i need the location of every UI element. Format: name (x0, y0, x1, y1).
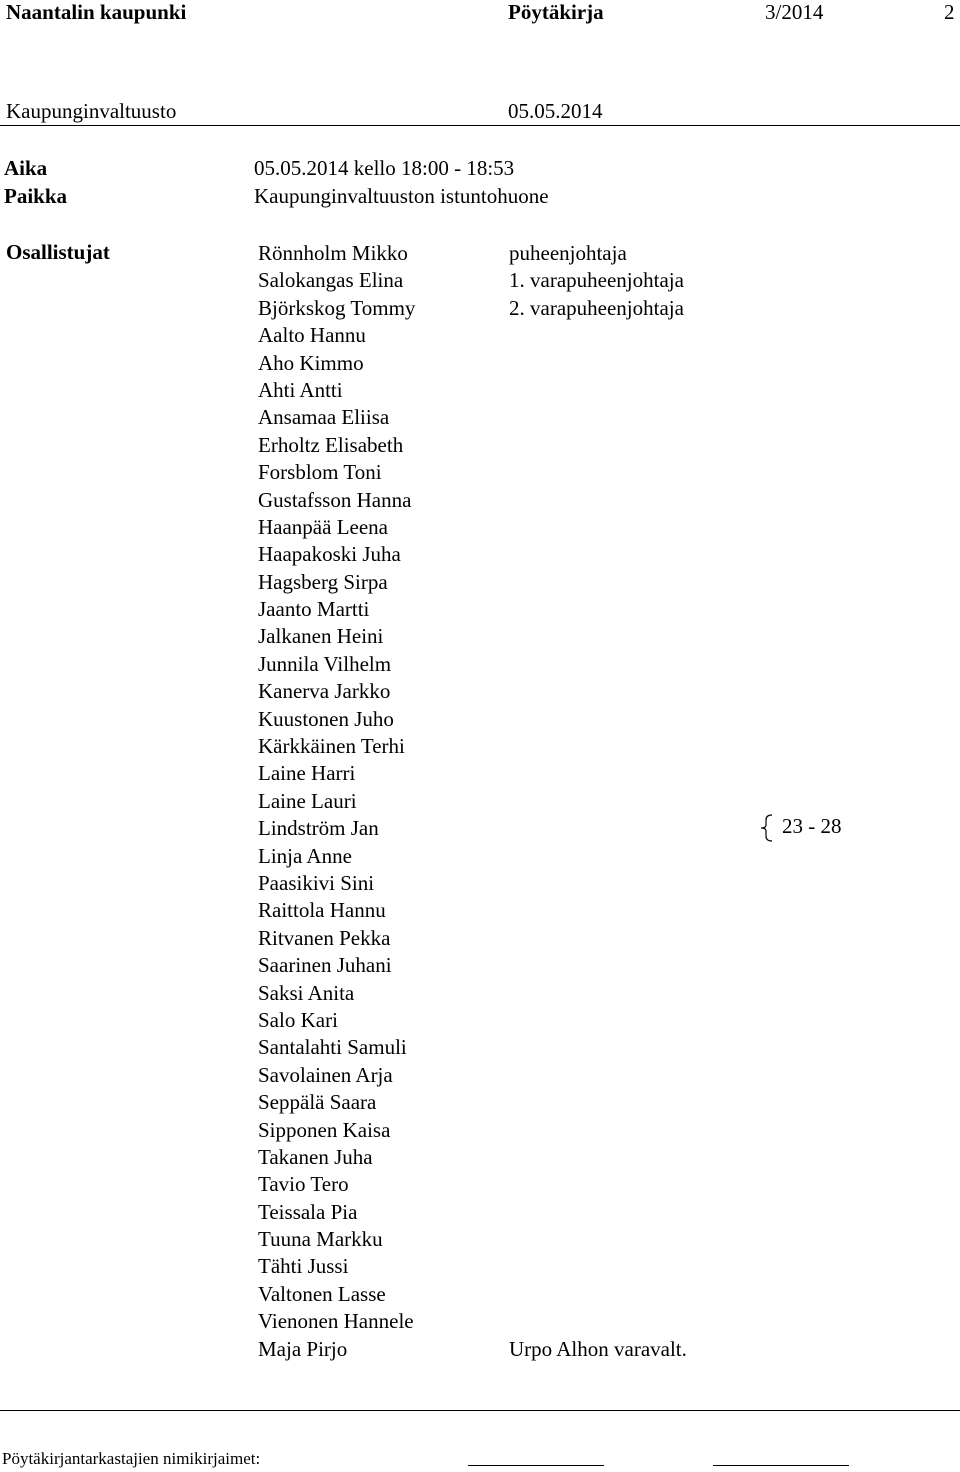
participant-row (258, 1117, 415, 1144)
participant-name: Savolainen Arja (258, 1062, 393, 1087)
participant-row (258, 678, 415, 705)
participant-name: Laine Harri (258, 761, 356, 786)
participant-name: Seppälä Saara (258, 1090, 377, 1115)
participant-row (258, 1007, 415, 1034)
participant-name: Björkskog Tommy (258, 295, 416, 320)
participant-row (258, 267, 684, 294)
participant-row (258, 980, 415, 1007)
participant-name: Salokangas Elina (258, 268, 404, 293)
participant-role: 2. varapuheenjohtaja (509, 295, 684, 320)
document-number: 3/2014 (765, 0, 824, 24)
participant-row (258, 706, 415, 733)
participant-name: Junnila Vilhelm (258, 651, 392, 676)
brace-icon (760, 814, 774, 842)
participant-name: Saksi Anita (258, 980, 355, 1005)
participant-row (258, 487, 415, 514)
participant-name: Vienonen Hannele (258, 1309, 414, 1334)
participant-name: Tuuna Markku (258, 1227, 383, 1252)
participant-name: Saarinen Juhani (258, 953, 392, 978)
participant-name: Erholtz Elisabeth (258, 432, 404, 457)
participant-name: Maja Pirjo (258, 1336, 348, 1361)
participant-row (258, 1062, 415, 1089)
participant-row (258, 1226, 415, 1253)
participant-row (258, 240, 627, 267)
participants-label: Osallistujat (6, 240, 110, 264)
participant-name: Tähti Jussi (258, 1254, 349, 1279)
participant-row (258, 870, 415, 897)
participant-name: Raittola Hannu (258, 898, 386, 923)
participant-name: Ritvanen Pekka (258, 925, 391, 950)
participant-row (258, 377, 415, 404)
participant-row (258, 459, 415, 486)
participant-name: Santalahti Samuli (258, 1035, 407, 1060)
participant-name: Sipponen Kaisa (258, 1117, 391, 1142)
participant-row (258, 1199, 415, 1226)
participant-name: Tavio Tero (258, 1172, 349, 1197)
participant-row (258, 295, 684, 322)
footer-label: Pöytäkirjantarkastajien nimikirjaimet: (2, 1449, 261, 1468)
participant-role: 1. varapuheenjohtaja (509, 268, 684, 293)
participant-row (258, 897, 415, 924)
participant-row (258, 1144, 415, 1171)
participant-row (258, 350, 415, 377)
document-type: Pöytäkirja (508, 0, 604, 24)
participant-name: Salo Kari (258, 1007, 338, 1032)
participant-name: Ansamaa Eliisa (258, 405, 390, 430)
section-range: 23 - 28 (782, 814, 842, 838)
place-label: Paikka (4, 184, 68, 208)
time-label: Aika (4, 156, 48, 180)
footer-divider (0, 1410, 960, 1411)
participant-name: Gustafsson Hanna (258, 487, 412, 512)
participant-row (258, 1034, 415, 1061)
participant-row (258, 760, 415, 787)
participant-row (258, 1308, 415, 1335)
participant-row (258, 952, 415, 979)
meeting-date: 05.05.2014 (508, 99, 603, 123)
participant-name: Valtonen Lasse (258, 1281, 386, 1306)
participant-row (258, 843, 415, 870)
page-number: 2 (944, 0, 955, 24)
participant-name: Takanen Juha (258, 1144, 373, 1169)
participant-row (258, 569, 415, 596)
participant-name: Rönnholm Mikko (258, 241, 408, 265)
participant-row (258, 788, 415, 815)
participant-name: Forsblom Toni (258, 460, 382, 485)
participant-name: Paasikivi Sini (258, 870, 375, 895)
participant-row (258, 1253, 415, 1280)
participant-row (258, 1171, 415, 1198)
participant-name: Jalkanen Heini (258, 624, 384, 649)
participant-row (258, 596, 415, 623)
participant-name: Aho Kimmo (258, 350, 364, 375)
participant-name: Aalto Hannu (258, 323, 366, 348)
signature-line-1 (468, 1465, 604, 1466)
participant-name: Linja Anne (258, 843, 352, 868)
participant-row (258, 815, 415, 842)
time-value: 05.05.2014 kello 18:00 - 18:53 (254, 156, 515, 180)
participant-row (258, 925, 415, 952)
participant-name: Ahti Antti (258, 377, 343, 402)
governing-body: Kaupunginvaltuusto (6, 99, 177, 123)
participant-row (258, 1089, 415, 1116)
header-divider (0, 125, 960, 126)
participant-role: Urpo Alhon varavalt. (509, 1336, 687, 1361)
municipality-name: Naantalin kaupunki (6, 0, 187, 24)
participant-row (258, 404, 415, 431)
participant-row (258, 514, 415, 541)
place-value: Kaupunginvaltuuston istuntohuone (254, 184, 549, 208)
participant-name: Haapakoski Juha (258, 542, 401, 567)
participant-name: Kuustonen Juho (258, 706, 394, 731)
participant-name: Teissala Pia (258, 1199, 358, 1224)
participant-row (258, 1336, 687, 1363)
participants-list (258, 240, 687, 1363)
participant-name: Hagsberg Sirpa (258, 569, 388, 594)
participant-row (258, 733, 415, 760)
participant-row (258, 541, 415, 568)
participant-name: Laine Lauri (258, 788, 357, 813)
participant-role: puheenjohtaja (509, 241, 627, 265)
participant-row (258, 432, 415, 459)
participant-name: Kärkkäinen Terhi (258, 734, 405, 759)
participant-row (258, 623, 415, 650)
participant-name: Kanerva Jarkko (258, 679, 391, 704)
participant-row (258, 651, 415, 678)
signature-line-2 (713, 1465, 849, 1466)
participant-name: Jaanto Martti (258, 597, 370, 622)
participant-name: Haanpää Leena (258, 514, 388, 539)
participant-name: Lindström Jan (258, 816, 379, 841)
participant-row (258, 1281, 415, 1308)
participant-row (258, 322, 415, 349)
